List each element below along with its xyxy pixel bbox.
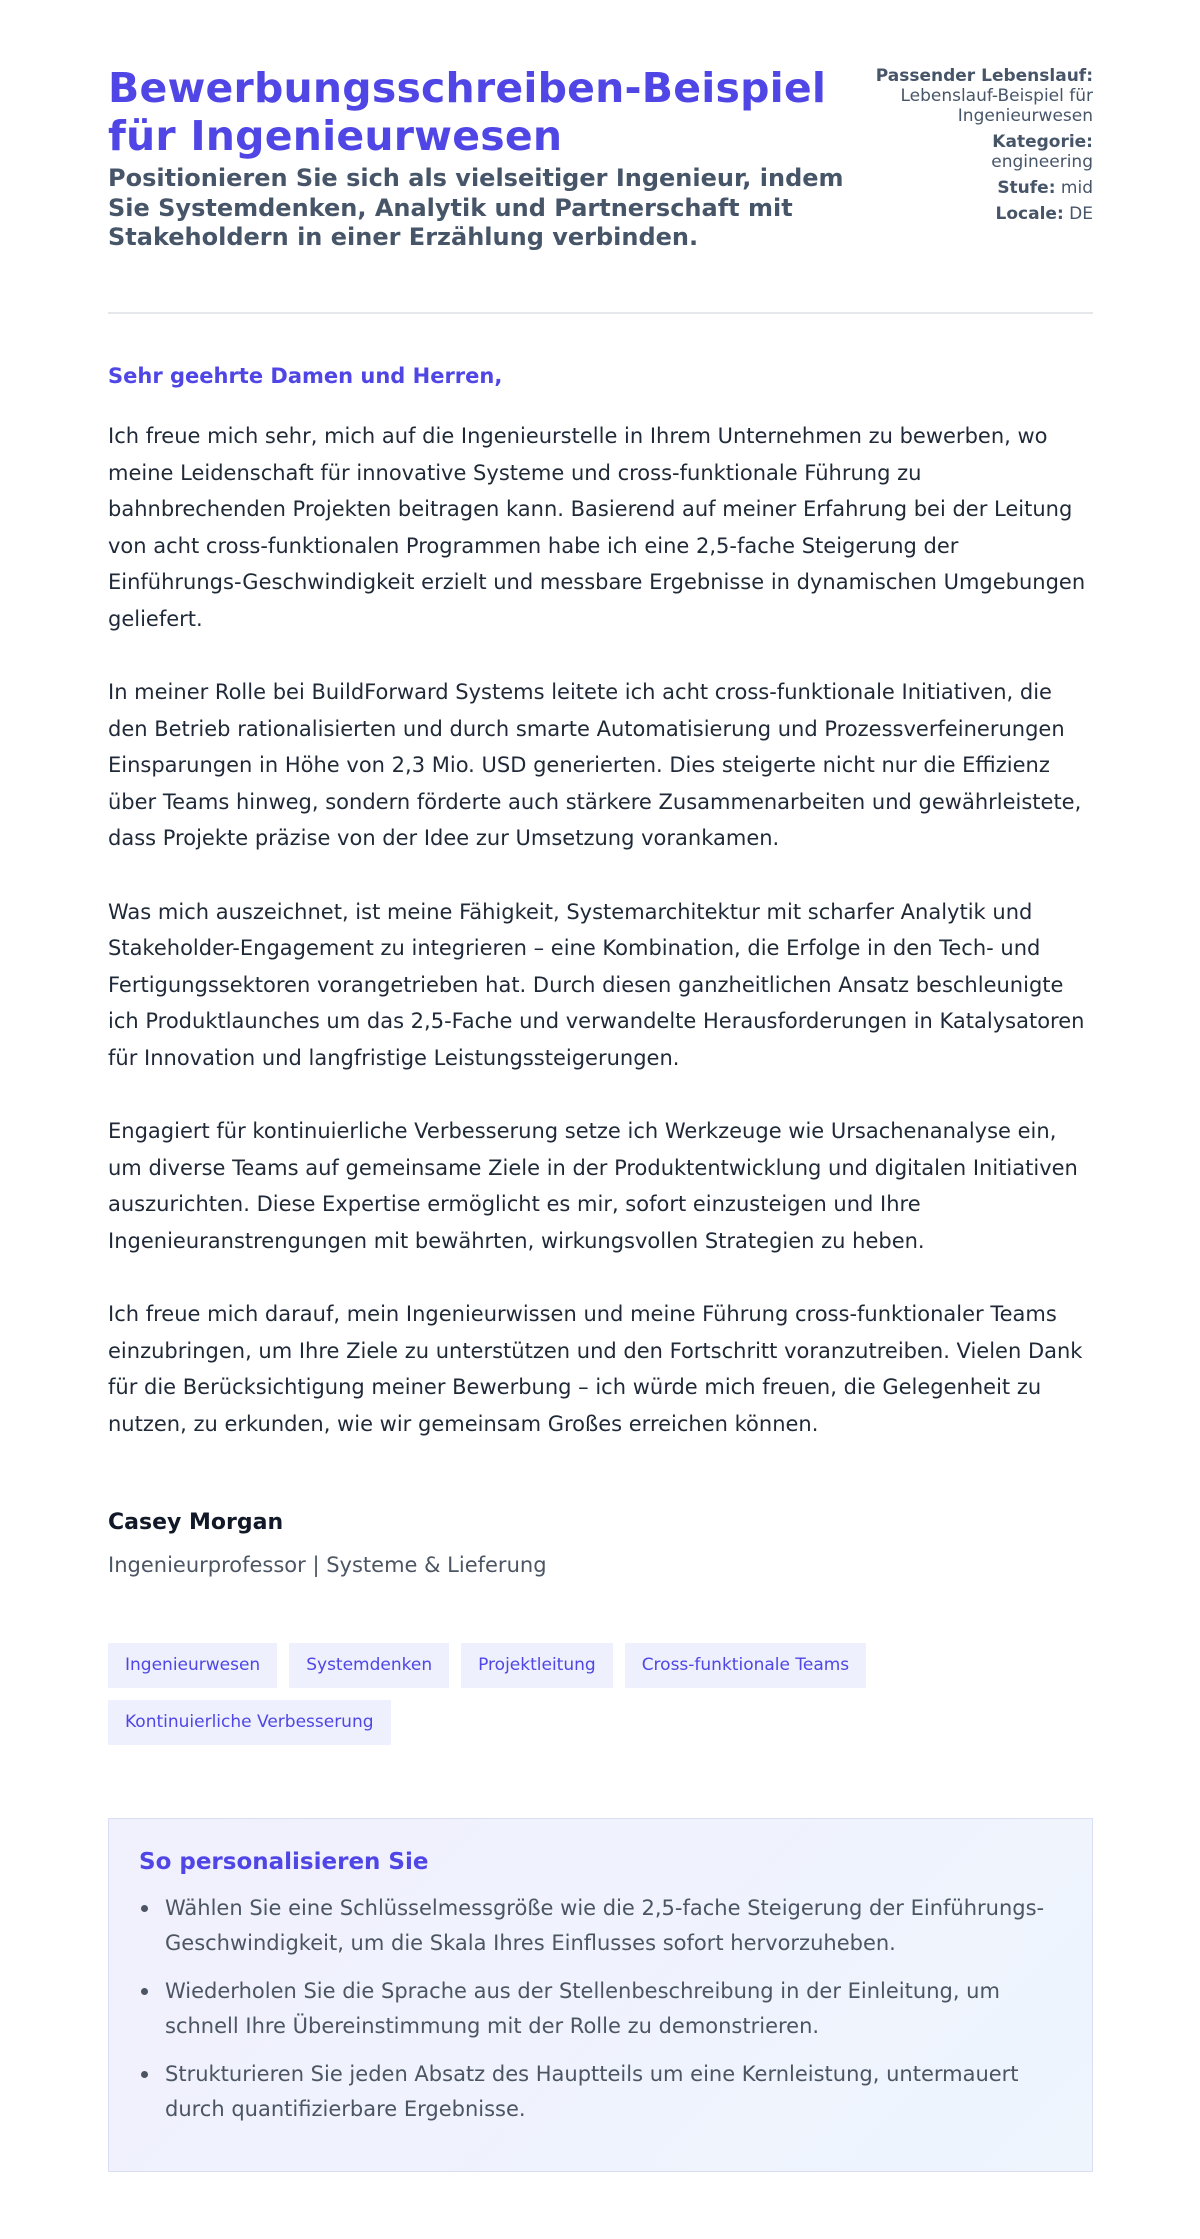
personalization-tips	[108, 1818, 1093, 2172]
title-block	[108, 64, 868, 253]
tips-list	[139, 1891, 1062, 2127]
meta-level-value: mid	[1060, 178, 1093, 198]
meta-locale	[853, 204, 1093, 224]
letter-paragraph: In meiner Rolle bei BuildForward Systems leitete ich acht cross-funktionale Initiativen, die den Betrieb rationalisierten und durch smarte Automatisierung und Prozessverfeinerungen Einsparungen in Höhe von 2,3 Mio. USD generierten. Dies steigerte nicht nur die Effizienz über Teams hinweg, sondern förderte auch stärkere Zusammenarbeiten und gewährleistete, dass Projekte präzise von der Idee zur Umsetzung vorankamen.	[108, 680, 1082, 850]
letter-paragraph: Was mich auszeichnet, ist meine Fähigkeit, Systemarchitektur mit scharfer Analytik und Stakeholder-Engagement zu integrieren – eine Kombination, die Erfolge in den Tech- und Fertigungssektoren vorangetrieben hat. Durch diesen ganzheitlichen Ansatz beschleunigte ich Produktlaunches um das 2,5-Fache und verwandelte Herausforderungen in Katalysatoren für Innovation und langfristige Leistungssteigerungen.	[108, 899, 1085, 1070]
tips-item	[139, 2057, 1062, 2127]
tag-systemdenken[interactable]: Systemdenken	[289, 1643, 449, 1688]
tag-list	[108, 1643, 1093, 1745]
meta-category	[853, 132, 1093, 172]
meta-panel	[853, 66, 1093, 230]
meta-resume	[853, 66, 1093, 126]
signature-role: Ingenieurprofessor | Systeme & Lieferung	[108, 1553, 547, 1577]
letter-body	[108, 418, 1093, 1479]
bullet-icon	[141, 1905, 148, 1912]
meta-category-value: engineering	[991, 152, 1093, 172]
letter-paragraph: Engagiert für kontinuierliche Verbesserung setze ich Werkzeuge wie Ursachenanalyse ein, um diverse Teams auf gemeinsame Ziele in der Produktentwicklung und digitalen Initiativen auszurichten. Diese Expertise ermöglicht es mir, sofort einzusteigen und Ihre Ingenieuranstrengungen mit bewährten, wirkungsvollen Strategien zu heben.	[108, 1119, 1078, 1253]
bullet-icon	[141, 2071, 148, 2078]
meta-resume-value[interactable]: Lebenslauf-Beispiel für Ingenieurwesen	[900, 86, 1093, 126]
tag-ingenieurwesen[interactable]: Ingenieurwesen	[108, 1643, 277, 1688]
tag-cross-funktionale-teams[interactable]: Cross-funktionale Teams	[625, 1643, 866, 1688]
tips-title: So personalisieren Sie	[139, 1849, 429, 1875]
meta-locale-label: Locale:	[995, 204, 1064, 224]
letter-salutation: Sehr geehrte Damen und Herren,	[108, 364, 503, 388]
page-subtitle: Positionieren Sie sich als vielseitiger Ingenieur, indem Sie Systemdenken, Analytik und Partnerschaft mit Stakeholdern in einer Erzählung verbinden.	[108, 164, 844, 251]
tips-item-text: Wählen Sie eine Schlüsselmessgröße wie die 2,5-fache Steigerung der Einführungs-Geschwindigkeit, um die Skala Ihres Einflusses sofort hervorzuheben.	[165, 1896, 1045, 1955]
letter-paragraph: Ich freue mich darauf, mein Ingenieurwissen und meine Führung cross-funktionaler Teams einzubringen, um Ihre Ziele zu unterstützen und den Fortschritt voranzutreiben. Vielen Dank für die Berücksichtigung meiner Bewerbung – ich würde mich freuen, die Gelegenheit zu nutzen, zu erkunden, wie wir gemeinsam Großes erreichen können.	[108, 1302, 1083, 1436]
tips-item-text: Wiederholen Sie die Sprache aus der Stellenbeschreibung in der Einleitung, um schnell Ihre Übereinstimmung mit der Rolle zu demonstrieren.	[165, 1979, 1000, 2038]
signature-block	[108, 1510, 547, 1577]
page-title: Bewerbungsschreiben-Beispiel für Ingenieurwesen	[108, 64, 827, 160]
tag-kontinuierliche-verbesserung[interactable]: Kontinuierliche Verbesserung	[108, 1700, 391, 1745]
meta-level-label: Stufe:	[997, 178, 1056, 198]
meta-resume-label: Passender Lebenslauf:	[875, 66, 1093, 86]
page-header	[108, 64, 1093, 314]
meta-level	[853, 178, 1093, 198]
bullet-icon	[141, 1988, 148, 1995]
meta-category-label: Kategorie:	[992, 132, 1093, 152]
meta-locale-value: DE	[1069, 204, 1093, 224]
tag-projektleitung[interactable]: Projektleitung	[461, 1643, 613, 1688]
tips-item	[139, 1891, 1062, 1961]
tips-item	[139, 1974, 1062, 2044]
tips-item-text: Strukturieren Sie jeden Absatz des Hauptteils um eine Kernleistung, untermauert durch quantifizierbare Ergebnisse.	[165, 2062, 1019, 2121]
signature-name: Casey Morgan	[108, 1510, 284, 1535]
header-divider	[108, 312, 1093, 314]
letter-paragraph: Ich freue mich sehr, mich auf die Ingenieurstelle in Ihrem Unternehmen zu bewerben, wo meine Leidenschaft für innovative Systeme und cross-funktionale Führung zu bahnbrechenden Projekten beitragen kann. Basierend auf meiner Erfahrung bei der Leitung von acht cross-funktionalen Programmen habe ich eine 2,5-fache Steigerung der Einführungs-Geschwindigkeit erzielt und messbare Ergebnisse in dynamischen Umgebungen geliefert.	[108, 424, 1086, 631]
